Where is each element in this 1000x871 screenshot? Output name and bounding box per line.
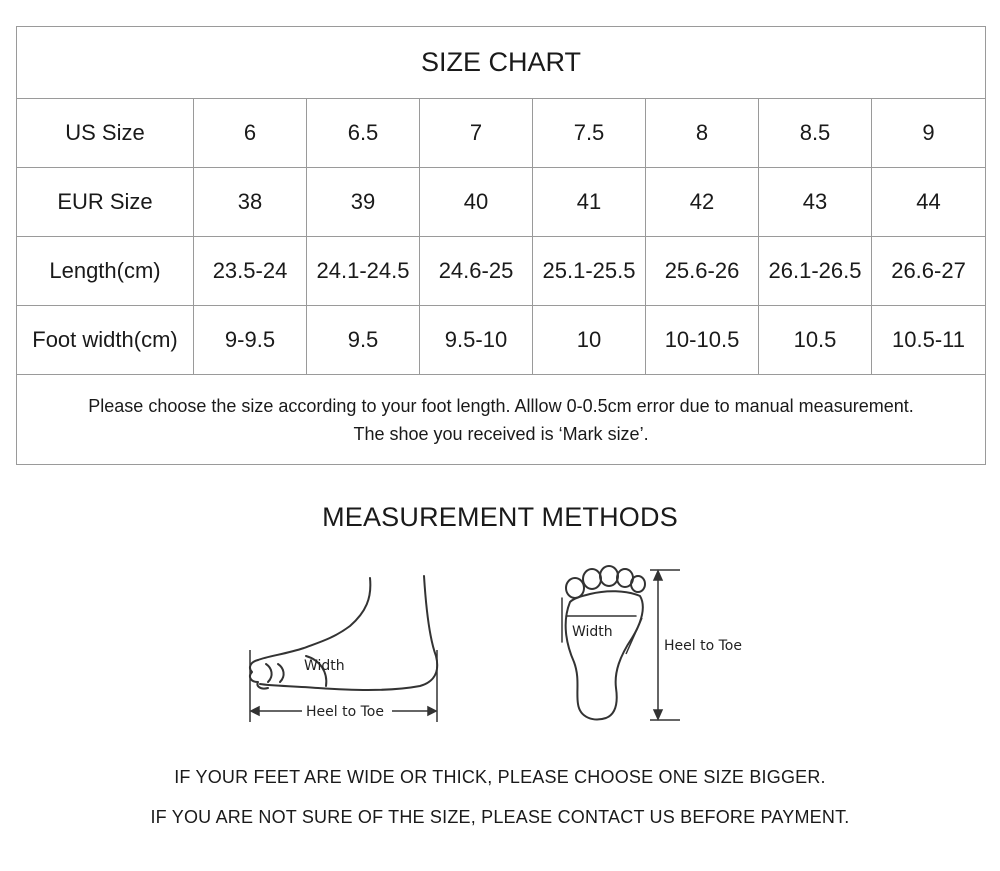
table-cell: 23.5-24: [194, 237, 307, 306]
table-cell: 6: [194, 99, 307, 168]
table-cell: 10: [533, 306, 646, 375]
size-note-row: [17, 375, 986, 465]
table-cell: 8.5: [759, 99, 872, 168]
table-cell: 24.1-24.5: [307, 237, 420, 306]
mark-size-note-line: The shoe you received is ‘Mark size’.: [353, 423, 649, 444]
foot-side-view-illustration: [238, 568, 448, 728]
table-cell: 10.5: [759, 306, 872, 375]
size-note-line: Please choose the size according to your foot length. Alllow 0-0.5cm error due to manual measurement.: [88, 395, 914, 416]
table-cell: 42: [646, 168, 759, 237]
table-cell: 39: [307, 168, 420, 237]
table-cell: 8: [646, 99, 759, 168]
row-label: Foot width(cm): [17, 306, 194, 375]
wide-feet-tip: IF YOUR FEET ARE WIDE OR THICK, PLEASE CHOOSE ONE SIZE BIGGER.: [174, 767, 826, 787]
contact-us-tip: IF YOU ARE NOT SURE OF THE SIZE, PLEASE CONTACT US BEFORE PAYMENT.: [150, 807, 850, 827]
table-cell: 25.6-26: [646, 237, 759, 306]
table-cell: 6.5: [307, 99, 420, 168]
table-cell: 26.6-27: [872, 237, 986, 306]
side-heel-to-toe-label: Heel to Toe: [306, 704, 384, 720]
table-cell: 7: [420, 99, 533, 168]
table-cell: 43: [759, 168, 872, 237]
table-cell: 24.6-25: [420, 237, 533, 306]
eur-size-row: [17, 168, 986, 237]
table-cell: 9-9.5: [194, 306, 307, 375]
table-cell: 7.5: [533, 99, 646, 168]
table-cell: 41: [533, 168, 646, 237]
row-label: Length(cm): [17, 237, 194, 306]
table-cell: 44: [872, 168, 986, 237]
foot-sole-view-illustration: [546, 562, 766, 728]
table-cell: 9.5: [307, 306, 420, 375]
table-cell: 10-10.5: [646, 306, 759, 375]
size-note: [17, 375, 986, 465]
table-cell: 38: [194, 168, 307, 237]
length-row: [17, 237, 986, 306]
table-cell: 10.5-11: [872, 306, 986, 375]
us-size-row: [17, 99, 986, 168]
measurement-methods-title: MEASUREMENT METHODS: [322, 502, 678, 532]
size-chart-table: [16, 26, 986, 465]
table-cell: 9: [872, 99, 986, 168]
size-chart-title-row: [17, 27, 986, 99]
sole-heel-to-toe-label: Heel to Toe: [664, 638, 742, 654]
table-cell: 9.5-10: [420, 306, 533, 375]
sole-width-label: Width: [572, 624, 613, 640]
row-label: US Size: [17, 99, 194, 168]
table-cell: 26.1-26.5: [759, 237, 872, 306]
foot-width-row: [17, 306, 986, 375]
size-chart-title: SIZE CHART: [17, 27, 986, 99]
table-cell: 40: [420, 168, 533, 237]
side-width-label: Width: [304, 658, 345, 674]
table-cell: 25.1-25.5: [533, 237, 646, 306]
row-label: EUR Size: [17, 168, 194, 237]
